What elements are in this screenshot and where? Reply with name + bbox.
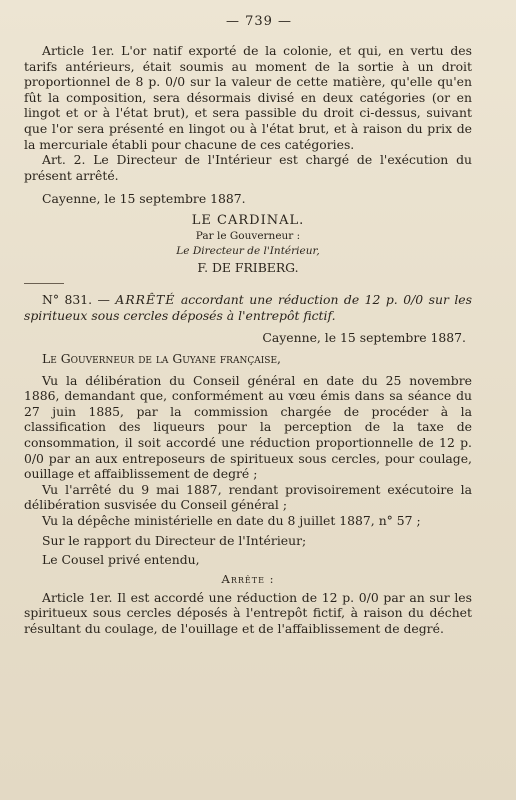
decree-title-rest: accordant une réduction de 12 p. 0/0 sur les spiritueux sous cercles déposés à l'entrepôt fictif. <box>24 292 472 323</box>
decree-title-word: ARRÊTÉ <box>115 292 176 308</box>
signer-name: LE CARDINAL. <box>191 212 305 228</box>
council-line: Le Cousel privé entendu, <box>42 552 200 568</box>
signature-block <box>24 213 472 275</box>
considerant-1: Vu la délibération du Conseil général en date du 25 novembre 1886, demandant que, conformément au vœu émis dans sa séance du 27 juin 1885, par la commission chargée de procéder à la classification des liqueurs pour la perception de la taxe de consommation, il soit accordé une réduction proportionnelle de 12 p. 0/0 par an aux entreposeurs de spiritueux sous cercles, pour coulage, ouillage et affaiblissement de degré ; <box>24 372 472 482</box>
article-2-execution: Art. 2. Le Directeur de l'Intérieur est chargé de l'exécution du présent arrêté. <box>24 152 472 183</box>
signature-date: Cayenne, le 15 septembre 1887. <box>42 191 246 207</box>
governor-line: Le Gouverneur de la Guyane française, <box>42 351 281 367</box>
section-divider <box>24 283 64 284</box>
page-number: — 739 — <box>225 14 293 29</box>
by-governor: Par le Gouverneur : <box>195 229 301 242</box>
director-name: F. DE FRIBERG. <box>197 259 299 275</box>
considerant-2: Vu l'arrêté du 9 mai 1887, rendant provisoirement exécutoire la délibération susvisée du Conseil général ; <box>24 481 472 513</box>
considerant-3: Vu la dépêche ministérielle en date du 8 juillet 1887, n° 57 ; <box>42 513 421 529</box>
decree-article-1: Article 1er. Il est accordé une réduction de 12 p. 0/0 par an sur les spiritueux sous cercles déposés à l'entrepôt fictif, à raison du déchet résultant du coulage, de l'ouillage et de l'affaiblissement de degré. <box>24 589 472 636</box>
decree-date: Cayenne, le 15 septembre 1887. <box>262 329 466 345</box>
arrete-heading: Arrête : <box>221 571 275 586</box>
decree-number: N° 831. — <box>42 292 110 308</box>
article-1-gold-export: Article 1er. L'or natif exporté de la colonie, et qui, en vertu des tarifs antérieurs, était soumis au moment de la sortie à un droit proportionnel de 8 p. 0/0 sur la valeur de cette matière, qu'elle qu'en fût la composition, sera désormais divisé en deux catégories (or en lingot et or à l'état brut), et sera passible du droit ci-dessus, suivant que l'or sera présenté en lingot ou à l'état brut, et à raison du prix de la mercuriale établi pour chacune de ces catégories. <box>24 43 472 152</box>
report-line: Sur le rapport du Directeur de l'Intérieur; <box>42 532 307 548</box>
director-title: Le Directeur de l'Intérieur, <box>176 245 320 258</box>
decree-heading <box>24 292 472 323</box>
